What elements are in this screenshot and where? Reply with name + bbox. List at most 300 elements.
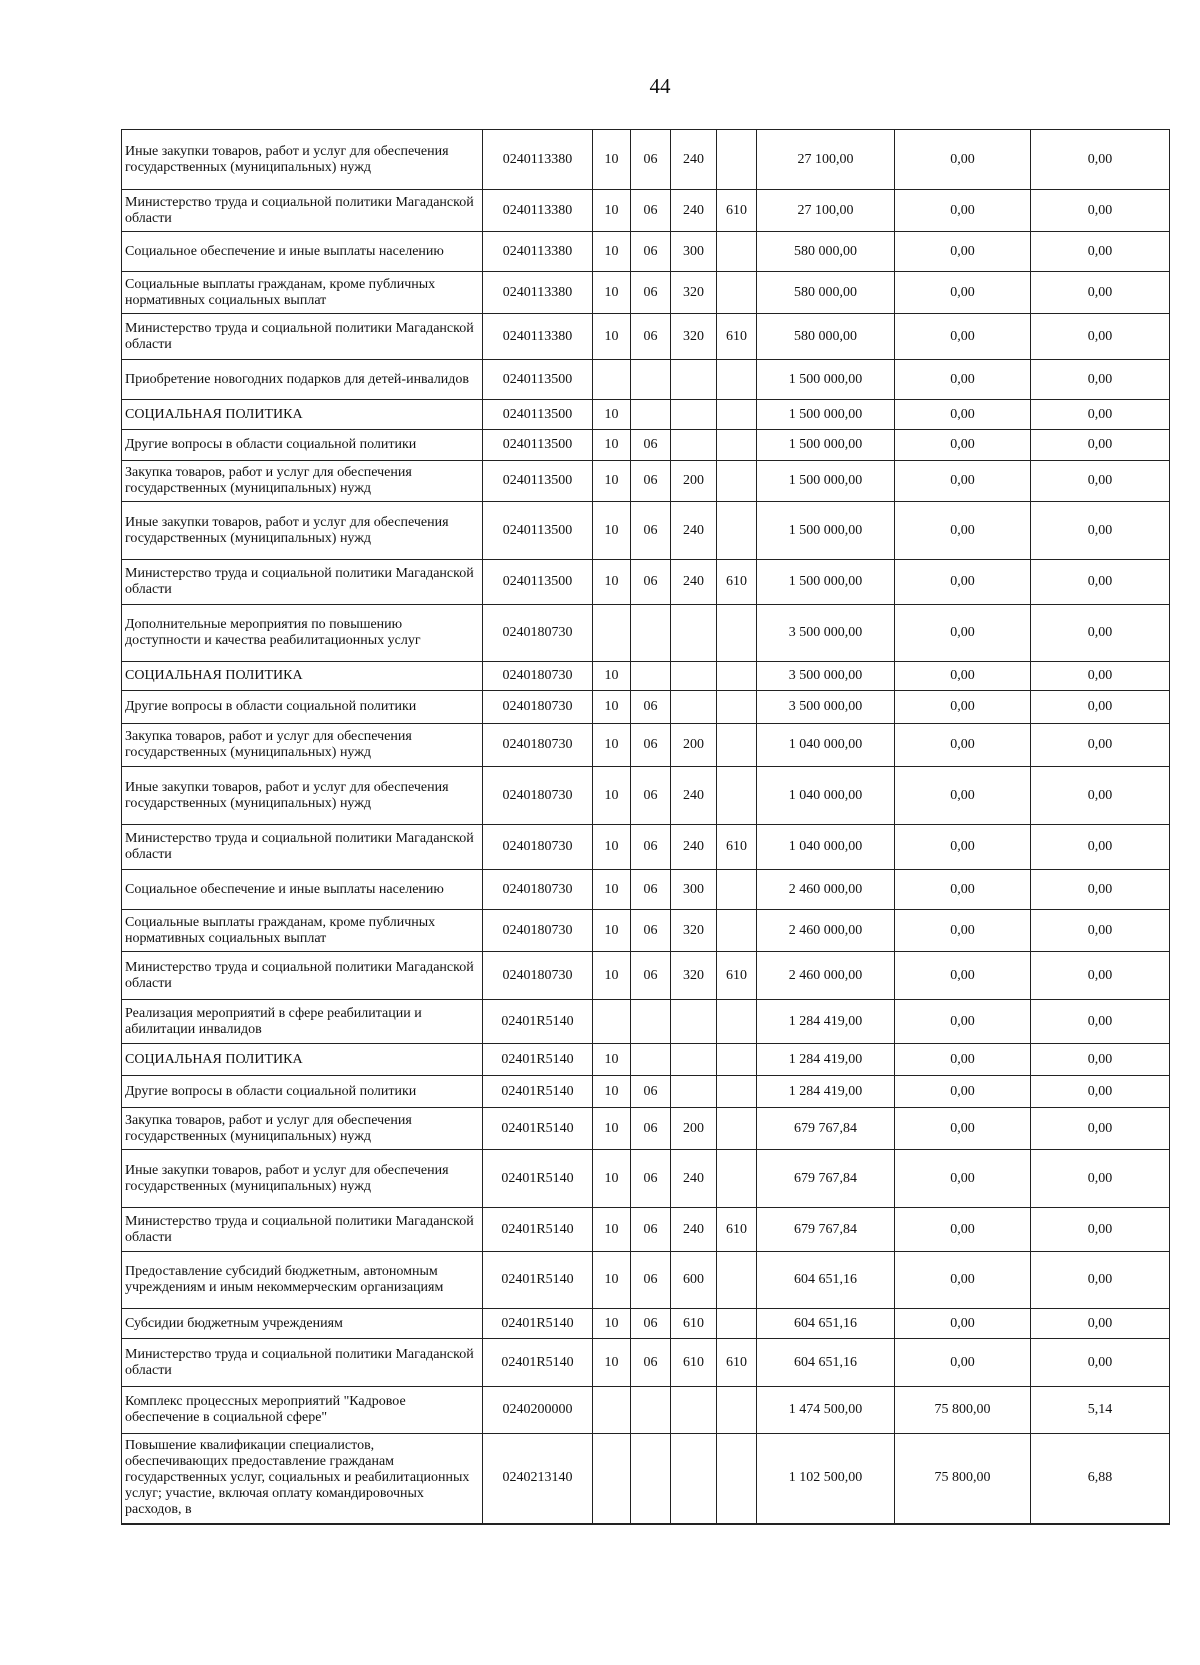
row-name-cell: СОЦИАЛЬНАЯ ПОЛИТИКА (122, 400, 483, 430)
row-section-cell: 10 (593, 190, 631, 232)
row-plan-amount-cell: 27 100,00 (757, 130, 895, 190)
row-admin-code-cell (717, 400, 757, 430)
row-code-cell: 0240180730 (483, 605, 593, 662)
row-subsection-cell: 06 (631, 1309, 671, 1339)
table-row (122, 691, 1170, 724)
row-section-cell: 10 (593, 400, 631, 430)
row-section-cell: 10 (593, 825, 631, 870)
row-subsection-cell: 06 (631, 461, 671, 502)
row-expense-type-cell: 240 (671, 130, 717, 190)
row-expense-type-cell: 240 (671, 767, 717, 825)
row-admin-code-cell (717, 360, 757, 400)
row-admin-code-cell (717, 130, 757, 190)
row-plan-amount-cell: 1 040 000,00 (757, 825, 895, 870)
row-code-cell: 0240113380 (483, 130, 593, 190)
row-section-cell: 10 (593, 1309, 631, 1339)
row-code-cell: 0240113500 (483, 360, 593, 400)
row-name-cell: Иные закупки товаров, работ и услуг для обеспечения государственных (муниципальных) нужд (122, 130, 483, 190)
row-executed-amount-cell: 0,00 (895, 232, 1031, 272)
row-subsection-cell: 06 (631, 232, 671, 272)
row-admin-code-cell: 610 (717, 1208, 757, 1252)
row-executed-amount-cell: 0,00 (895, 560, 1031, 605)
row-section-cell: 10 (593, 430, 631, 461)
row-code-cell: 02401R5140 (483, 1150, 593, 1208)
row-expense-type-cell (671, 360, 717, 400)
row-name-cell: Другие вопросы в области социальной политики (122, 430, 483, 461)
row-admin-code-cell (717, 1252, 757, 1309)
row-code-cell: 0240180730 (483, 662, 593, 691)
row-section-cell: 10 (593, 272, 631, 314)
row-expense-type-cell (671, 1000, 717, 1044)
row-section-cell (593, 1000, 631, 1044)
row-expense-type-cell: 240 (671, 502, 717, 560)
row-name-cell: Другие вопросы в области социальной политики (122, 1076, 483, 1108)
row-plan-amount-cell: 679 767,84 (757, 1150, 895, 1208)
row-code-cell: 02401R5140 (483, 1252, 593, 1309)
row-name-cell: Министерство труда и социальной политики Магаданской области (122, 314, 483, 360)
table-row (122, 767, 1170, 825)
row-subsection-cell: 06 (631, 430, 671, 461)
table-row (122, 502, 1170, 560)
table-row (122, 232, 1170, 272)
row-subsection-cell: 06 (631, 1076, 671, 1108)
row-code-cell: 0240200000 (483, 1387, 593, 1434)
row-code-cell: 0240180730 (483, 767, 593, 825)
row-admin-code-cell: 610 (717, 560, 757, 605)
row-plan-amount-cell: 604 651,16 (757, 1339, 895, 1387)
row-executed-amount-cell: 0,00 (895, 1252, 1031, 1309)
row-executed-amount-cell: 0,00 (895, 910, 1031, 952)
row-percent-cell: 0,00 (1031, 560, 1170, 605)
row-executed-amount-cell: 0,00 (895, 1000, 1031, 1044)
row-admin-code-cell (717, 1076, 757, 1108)
row-executed-amount-cell: 0,00 (895, 1076, 1031, 1108)
row-admin-code-cell (717, 272, 757, 314)
row-plan-amount-cell: 604 651,16 (757, 1252, 895, 1309)
row-section-cell: 10 (593, 314, 631, 360)
table-row (122, 430, 1170, 461)
row-percent-cell: 0,00 (1031, 502, 1170, 560)
row-executed-amount-cell: 0,00 (895, 1309, 1031, 1339)
row-percent-cell: 5,14 (1031, 1387, 1170, 1434)
row-percent-cell: 0,00 (1031, 1252, 1170, 1309)
row-plan-amount-cell: 1 284 419,00 (757, 1000, 895, 1044)
row-code-cell: 02401R5140 (483, 1044, 593, 1076)
row-code-cell: 0240113500 (483, 400, 593, 430)
row-expense-type-cell: 200 (671, 724, 717, 767)
row-expense-type-cell (671, 400, 717, 430)
row-plan-amount-cell: 3 500 000,00 (757, 691, 895, 724)
row-section-cell: 10 (593, 724, 631, 767)
row-plan-amount-cell: 679 767,84 (757, 1208, 895, 1252)
row-code-cell: 02401R5140 (483, 1309, 593, 1339)
row-percent-cell: 0,00 (1031, 1208, 1170, 1252)
row-code-cell: 0240213140 (483, 1434, 593, 1524)
row-plan-amount-cell: 1 474 500,00 (757, 1387, 895, 1434)
row-section-cell: 10 (593, 1252, 631, 1309)
row-admin-code-cell (717, 662, 757, 691)
row-name-cell: Министерство труда и социальной политики Магаданской области (122, 825, 483, 870)
row-subsection-cell (631, 1000, 671, 1044)
row-subsection-cell: 06 (631, 952, 671, 1000)
row-subsection-cell: 06 (631, 190, 671, 232)
table-row (122, 190, 1170, 232)
row-expense-type-cell (671, 1076, 717, 1108)
row-percent-cell: 0,00 (1031, 662, 1170, 691)
row-executed-amount-cell: 0,00 (895, 430, 1031, 461)
row-subsection-cell: 06 (631, 560, 671, 605)
table-row (122, 1108, 1170, 1150)
row-percent-cell: 0,00 (1031, 461, 1170, 502)
row-name-cell: Социальные выплаты гражданам, кроме публичных нормативных социальных выплат (122, 910, 483, 952)
row-section-cell: 10 (593, 691, 631, 724)
page-number: 44 (649, 74, 671, 98)
row-name-cell: СОЦИАЛЬНАЯ ПОЛИТИКА (122, 1044, 483, 1076)
row-subsection-cell: 06 (631, 1108, 671, 1150)
row-code-cell: 0240180730 (483, 910, 593, 952)
row-section-cell: 10 (593, 1339, 631, 1387)
table-row (122, 1000, 1170, 1044)
table-row (122, 1044, 1170, 1076)
table-row (122, 1339, 1170, 1387)
row-subsection-cell: 06 (631, 1150, 671, 1208)
row-admin-code-cell: 610 (717, 825, 757, 870)
row-name-cell: Социальное обеспечение и иные выплаты населению (122, 232, 483, 272)
row-executed-amount-cell: 0,00 (895, 1108, 1031, 1150)
row-name-cell: Министерство труда и социальной политики Магаданской области (122, 1208, 483, 1252)
row-subsection-cell (631, 1044, 671, 1076)
row-code-cell: 0240180730 (483, 870, 593, 910)
row-plan-amount-cell: 1 284 419,00 (757, 1076, 895, 1108)
row-percent-cell: 0,00 (1031, 272, 1170, 314)
row-section-cell: 10 (593, 1108, 631, 1150)
row-code-cell: 0240113500 (483, 502, 593, 560)
row-percent-cell: 0,00 (1031, 691, 1170, 724)
row-expense-type-cell (671, 691, 717, 724)
row-section-cell: 10 (593, 1076, 631, 1108)
row-code-cell: 0240113500 (483, 430, 593, 461)
row-name-cell: Иные закупки товаров, работ и услуг для обеспечения государственных (муниципальных) нужд (122, 767, 483, 825)
row-percent-cell: 0,00 (1031, 825, 1170, 870)
row-executed-amount-cell: 0,00 (895, 870, 1031, 910)
row-percent-cell: 0,00 (1031, 767, 1170, 825)
row-admin-code-cell (717, 1387, 757, 1434)
table-row (122, 1387, 1170, 1434)
row-executed-amount-cell: 0,00 (895, 767, 1031, 825)
row-percent-cell: 0,00 (1031, 190, 1170, 232)
row-section-cell: 10 (593, 232, 631, 272)
row-name-cell: Социальное обеспечение и иные выплаты населению (122, 870, 483, 910)
row-section-cell: 10 (593, 1208, 631, 1252)
row-percent-cell: 0,00 (1031, 605, 1170, 662)
row-executed-amount-cell: 0,00 (895, 461, 1031, 502)
row-expense-type-cell (671, 662, 717, 691)
row-expense-type-cell: 240 (671, 560, 717, 605)
row-code-cell: 0240113380 (483, 232, 593, 272)
row-code-cell: 0240113380 (483, 314, 593, 360)
table-row (122, 1309, 1170, 1339)
row-admin-code-cell (717, 767, 757, 825)
row-percent-cell: 0,00 (1031, 400, 1170, 430)
row-admin-code-cell (717, 430, 757, 461)
row-percent-cell: 0,00 (1031, 952, 1170, 1000)
row-plan-amount-cell: 1 500 000,00 (757, 502, 895, 560)
row-plan-amount-cell: 1 500 000,00 (757, 461, 895, 502)
row-percent-cell: 0,00 (1031, 1150, 1170, 1208)
row-subsection-cell: 06 (631, 870, 671, 910)
row-plan-amount-cell: 2 460 000,00 (757, 910, 895, 952)
table-row (122, 1434, 1170, 1524)
row-subsection-cell (631, 400, 671, 430)
row-subsection-cell (631, 605, 671, 662)
row-expense-type-cell: 600 (671, 1252, 717, 1309)
row-code-cell: 0240113500 (483, 560, 593, 605)
row-name-cell: Реализация мероприятий в сфере реабилитации и абилитации инвалидов (122, 1000, 483, 1044)
row-admin-code-cell (717, 605, 757, 662)
row-percent-cell: 0,00 (1031, 1309, 1170, 1339)
row-section-cell: 10 (593, 767, 631, 825)
row-executed-amount-cell: 0,00 (895, 400, 1031, 430)
row-admin-code-cell (717, 1000, 757, 1044)
row-percent-cell: 0,00 (1031, 430, 1170, 461)
row-section-cell (593, 360, 631, 400)
row-subsection-cell: 06 (631, 825, 671, 870)
row-percent-cell: 0,00 (1031, 910, 1170, 952)
row-subsection-cell (631, 360, 671, 400)
row-percent-cell: 0,00 (1031, 1076, 1170, 1108)
row-executed-amount-cell: 75 800,00 (895, 1434, 1031, 1524)
row-plan-amount-cell: 580 000,00 (757, 232, 895, 272)
row-executed-amount-cell: 0,00 (895, 605, 1031, 662)
row-expense-type-cell: 200 (671, 1108, 717, 1150)
row-admin-code-cell: 610 (717, 952, 757, 1000)
table-row (122, 825, 1170, 870)
row-executed-amount-cell: 0,00 (895, 1044, 1031, 1076)
row-executed-amount-cell: 0,00 (895, 190, 1031, 232)
row-plan-amount-cell: 1 040 000,00 (757, 767, 895, 825)
row-subsection-cell: 06 (631, 767, 671, 825)
row-subsection-cell (631, 1387, 671, 1434)
row-code-cell: 0240180730 (483, 724, 593, 767)
row-plan-amount-cell: 2 460 000,00 (757, 952, 895, 1000)
row-name-cell: Комплекс процессных мероприятий "Кадровое обеспечение в социальной сфере" (122, 1387, 483, 1434)
row-admin-code-cell (717, 232, 757, 272)
table-row (122, 870, 1170, 910)
row-plan-amount-cell: 679 767,84 (757, 1108, 895, 1150)
table-row (122, 461, 1170, 502)
row-name-cell: Субсидии бюджетным учреждениям (122, 1309, 483, 1339)
row-name-cell: Иные закупки товаров, работ и услуг для обеспечения государственных (муниципальных) нужд (122, 502, 483, 560)
row-executed-amount-cell: 0,00 (895, 272, 1031, 314)
row-expense-type-cell: 320 (671, 314, 717, 360)
table-row (122, 1208, 1170, 1252)
row-subsection-cell: 06 (631, 691, 671, 724)
row-section-cell (593, 1434, 631, 1524)
row-code-cell: 0240113500 (483, 461, 593, 502)
row-code-cell: 0240113380 (483, 272, 593, 314)
row-subsection-cell: 06 (631, 910, 671, 952)
row-plan-amount-cell: 3 500 000,00 (757, 662, 895, 691)
row-expense-type-cell: 200 (671, 461, 717, 502)
row-percent-cell: 0,00 (1031, 314, 1170, 360)
row-subsection-cell: 06 (631, 130, 671, 190)
row-expense-type-cell (671, 1044, 717, 1076)
row-expense-type-cell: 610 (671, 1339, 717, 1387)
row-section-cell: 10 (593, 461, 631, 502)
row-percent-cell: 0,00 (1031, 1339, 1170, 1387)
row-name-cell: СОЦИАЛЬНАЯ ПОЛИТИКА (122, 662, 483, 691)
table-row (122, 662, 1170, 691)
row-name-cell: Министерство труда и социальной политики Магаданской области (122, 1339, 483, 1387)
row-code-cell: 02401R5140 (483, 1208, 593, 1252)
row-expense-type-cell: 320 (671, 910, 717, 952)
row-expense-type-cell (671, 605, 717, 662)
row-percent-cell: 0,00 (1031, 232, 1170, 272)
row-expense-type-cell: 610 (671, 1309, 717, 1339)
row-percent-cell: 6,88 (1031, 1434, 1170, 1524)
row-executed-amount-cell: 0,00 (895, 691, 1031, 724)
row-name-cell: Другие вопросы в области социальной политики (122, 691, 483, 724)
row-plan-amount-cell: 1 500 000,00 (757, 360, 895, 400)
row-name-cell: Министерство труда и социальной политики Магаданской области (122, 560, 483, 605)
row-plan-amount-cell: 1 500 000,00 (757, 400, 895, 430)
row-code-cell: 0240180730 (483, 825, 593, 870)
table-row (122, 272, 1170, 314)
row-name-cell: Повышение квалификации специалистов, обеспечивающих предоставление гражданам государственных услуг, социальных и реабилитационных услуг; участие, включая оплату командировочных расходов, в (122, 1434, 483, 1524)
row-name-cell: Закупка товаров, работ и услуг для обеспечения государственных (муниципальных) нужд (122, 724, 483, 767)
row-expense-type-cell: 320 (671, 952, 717, 1000)
row-percent-cell: 0,00 (1031, 1000, 1170, 1044)
row-plan-amount-cell: 1 040 000,00 (757, 724, 895, 767)
row-percent-cell: 0,00 (1031, 1044, 1170, 1076)
row-admin-code-cell (717, 1309, 757, 1339)
row-name-cell: Иные закупки товаров, работ и услуг для обеспечения государственных (муниципальных) нужд (122, 1150, 483, 1208)
row-plan-amount-cell: 2 460 000,00 (757, 870, 895, 910)
row-admin-code-cell (717, 1150, 757, 1208)
row-admin-code-cell: 610 (717, 314, 757, 360)
table-row (122, 360, 1170, 400)
row-plan-amount-cell: 27 100,00 (757, 190, 895, 232)
row-plan-amount-cell: 1 500 000,00 (757, 560, 895, 605)
row-admin-code-cell (717, 724, 757, 767)
row-plan-amount-cell: 1 500 000,00 (757, 430, 895, 461)
row-expense-type-cell (671, 1434, 717, 1524)
table-row (122, 605, 1170, 662)
row-section-cell: 10 (593, 502, 631, 560)
table-row (122, 1076, 1170, 1108)
table-row (122, 130, 1170, 190)
row-subsection-cell: 06 (631, 724, 671, 767)
row-subsection-cell: 06 (631, 1208, 671, 1252)
row-section-cell: 10 (593, 952, 631, 1000)
table-row (122, 952, 1170, 1000)
row-admin-code-cell: 610 (717, 190, 757, 232)
row-executed-amount-cell: 75 800,00 (895, 1387, 1031, 1434)
row-expense-type-cell: 300 (671, 232, 717, 272)
row-executed-amount-cell: 0,00 (895, 724, 1031, 767)
row-section-cell: 10 (593, 130, 631, 190)
row-expense-type-cell: 240 (671, 1208, 717, 1252)
row-admin-code-cell (717, 1044, 757, 1076)
table-row (122, 560, 1170, 605)
row-code-cell: 0240180730 (483, 691, 593, 724)
row-name-cell: Предоставление субсидий бюджетным, автономным учреждениям и иным некоммерческим организациям (122, 1252, 483, 1309)
table-row (122, 1150, 1170, 1208)
row-admin-code-cell (717, 502, 757, 560)
row-code-cell: 0240113380 (483, 190, 593, 232)
row-expense-type-cell: 240 (671, 825, 717, 870)
row-plan-amount-cell: 1 284 419,00 (757, 1044, 895, 1076)
row-executed-amount-cell: 0,00 (895, 952, 1031, 1000)
row-admin-code-cell (717, 870, 757, 910)
row-plan-amount-cell: 580 000,00 (757, 314, 895, 360)
row-admin-code-cell (717, 1434, 757, 1524)
table-row (122, 314, 1170, 360)
row-expense-type-cell: 300 (671, 870, 717, 910)
table-row (122, 724, 1170, 767)
row-plan-amount-cell: 1 102 500,00 (757, 1434, 895, 1524)
row-code-cell: 02401R5140 (483, 1108, 593, 1150)
row-plan-amount-cell: 3 500 000,00 (757, 605, 895, 662)
table-row (122, 910, 1170, 952)
row-percent-cell: 0,00 (1031, 724, 1170, 767)
row-executed-amount-cell: 0,00 (895, 825, 1031, 870)
row-name-cell: Приобретение новогодних подарков для детей-инвалидов (122, 360, 483, 400)
row-expense-type-cell (671, 430, 717, 461)
row-subsection-cell: 06 (631, 272, 671, 314)
row-section-cell (593, 1387, 631, 1434)
row-expense-type-cell: 240 (671, 190, 717, 232)
row-percent-cell: 0,00 (1031, 360, 1170, 400)
row-executed-amount-cell: 0,00 (895, 314, 1031, 360)
row-admin-code-cell (717, 910, 757, 952)
budget-table (121, 129, 1170, 1525)
row-admin-code-cell (717, 461, 757, 502)
row-percent-cell: 0,00 (1031, 130, 1170, 190)
row-subsection-cell: 06 (631, 1339, 671, 1387)
row-executed-amount-cell: 0,00 (895, 1339, 1031, 1387)
row-executed-amount-cell: 0,00 (895, 130, 1031, 190)
row-name-cell: Закупка товаров, работ и услуг для обеспечения государственных (муниципальных) нужд (122, 1108, 483, 1150)
row-plan-amount-cell: 580 000,00 (757, 272, 895, 314)
row-section-cell: 10 (593, 560, 631, 605)
row-expense-type-cell: 320 (671, 272, 717, 314)
row-code-cell: 02401R5140 (483, 1000, 593, 1044)
row-plan-amount-cell: 604 651,16 (757, 1309, 895, 1339)
row-admin-code-cell (717, 691, 757, 724)
row-section-cell: 10 (593, 1150, 631, 1208)
row-name-cell: Министерство труда и социальной политики Магаданской области (122, 952, 483, 1000)
row-executed-amount-cell: 0,00 (895, 502, 1031, 560)
table-row (122, 1252, 1170, 1309)
row-subsection-cell: 06 (631, 1252, 671, 1309)
table-row (122, 400, 1170, 430)
row-expense-type-cell (671, 1387, 717, 1434)
row-section-cell: 10 (593, 662, 631, 691)
row-section-cell: 10 (593, 1044, 631, 1076)
row-percent-cell: 0,00 (1031, 870, 1170, 910)
row-executed-amount-cell: 0,00 (895, 662, 1031, 691)
row-name-cell: Министерство труда и социальной политики Магаданской области (122, 190, 483, 232)
row-subsection-cell (631, 662, 671, 691)
row-expense-type-cell: 240 (671, 1150, 717, 1208)
row-admin-code-cell: 610 (717, 1339, 757, 1387)
row-name-cell: Социальные выплаты гражданам, кроме публичных нормативных социальных выплат (122, 272, 483, 314)
row-subsection-cell (631, 1434, 671, 1524)
row-code-cell: 0240180730 (483, 952, 593, 1000)
row-code-cell: 02401R5140 (483, 1076, 593, 1108)
row-executed-amount-cell: 0,00 (895, 1150, 1031, 1208)
